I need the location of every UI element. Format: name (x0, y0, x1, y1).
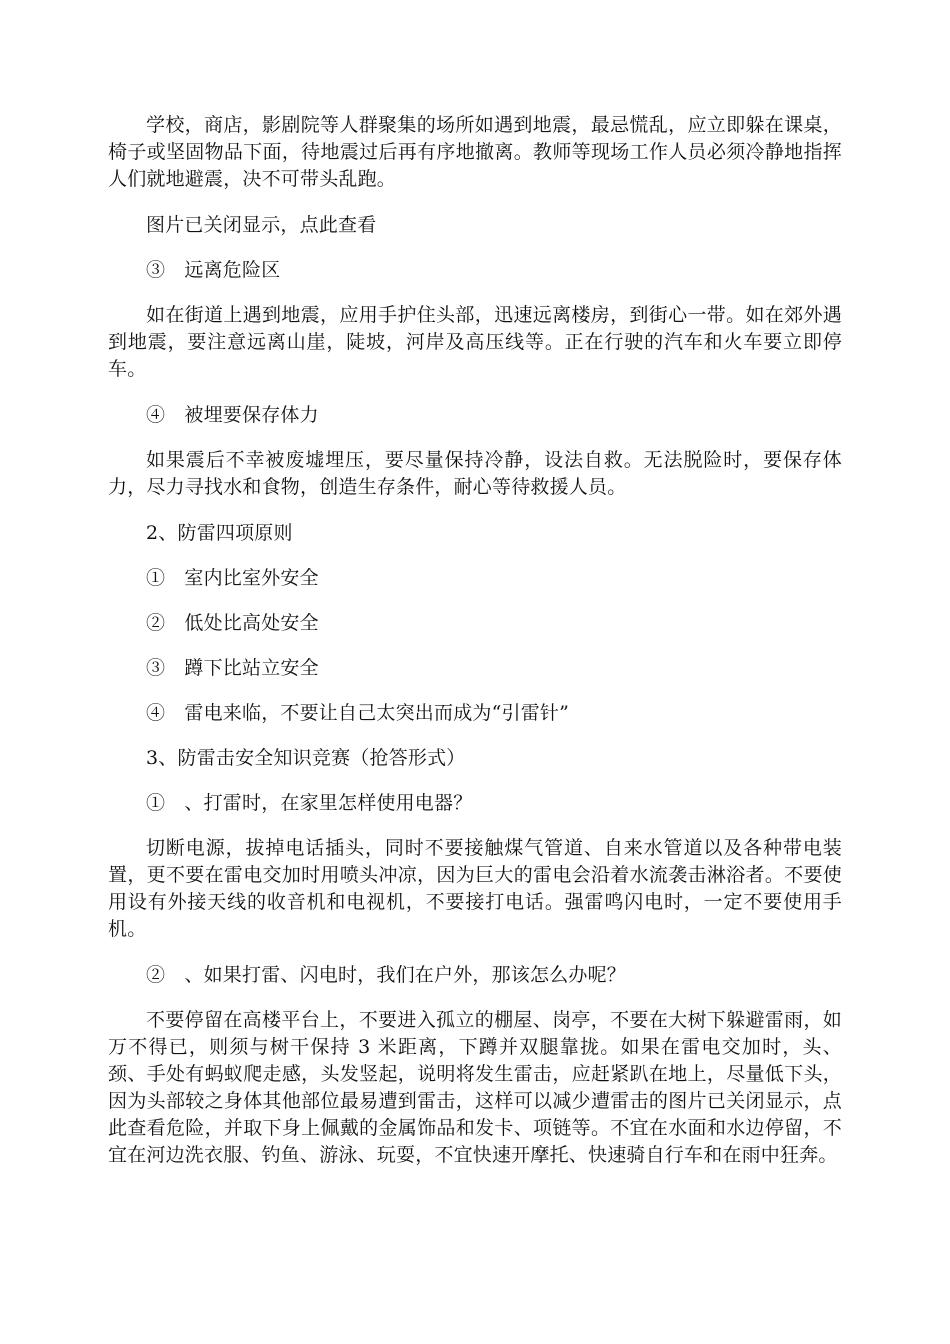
list-item-not-stand-out: ④ 雷电来临，不要让自己太突出而成为“引雷针” (146, 702, 570, 724)
list-item-indoor-safer: ① 室内比室外安全 (146, 567, 319, 589)
list-item-low-safer: ② 低处比高处安全 (146, 612, 319, 634)
heading-save-strength: ④ 被埋要保存体力 (146, 404, 319, 426)
quiz-answer-home-appliances: 切断电源，拔掉电话插头，同时不要接触煤气管道、自来水管道以及各种带电装置，更不要在雷电交加时用喷头冲凉，因为巨大的雷电会沿着水流袭击淋浴者。不要使用设有外接天线的收音机和电视机，不要接打电话。强雷鸣闪电时，一定不要使用手机。 (108, 837, 842, 940)
quiz-question-outdoors: ② 、如果打雷、闪电时，我们在户外，那该怎么办呢？ (146, 964, 627, 986)
quiz-question-home-appliances: ① 、打雷时，在家里怎样使用电器？ (146, 792, 473, 814)
paragraph-street-earthquake: 如在街道上遇到地震，应用手护住头部，迅速远离楼房，到街心一带。如在郊外遇到地震，要注意远离山崖，陡坡，河岸及高压线等。正在行驶的汽车和火车要立即停车。 (108, 304, 842, 380)
heading-away-from-danger: ③ 远离危险区 (146, 259, 281, 281)
paragraph-buried-rescue: 如果震后不幸被废墟埋压，要尽量保持冷静，设法自救。无法脱险时，要保存体力，尽力寻找水和食物，创造生存条件，耐心等待救援人员。 (108, 449, 842, 498)
heading-lightning-principles: 2、防雷四项原则 (146, 522, 293, 544)
document-page (108, 112, 842, 1169)
heading-lightning-quiz: 3、防雷击安全知识竞赛（抢答形式） (146, 747, 466, 769)
image-placeholder-text: 图片已关闭显示，点此查看 (146, 214, 377, 236)
paragraph-school-earthquake: 学校，商店，影剧院等人群聚集的场所如遇到地震，最忌慌乱，应立即躲在课桌，椅子或坚固物品下面，待地震过后再有序地撤离。教师等现场工作人员必须冷静地指挥人们就地避震，决不可带头乱跑。 (108, 114, 842, 190)
quiz-answer-outdoors: 不要停留在高楼平台上，不要进入孤立的棚屋、岗亭，不要在大树下躲避雷雨，如万不得已，则须与树干保持 3 米距离，下蹲并双腿靠拢。如果在雷电交加时，头、颈、手处有蚂蚁爬走感，头发竖起，说明将发生雷击，应赶紧趴在地上，尽量低下头，因为头部较之身体其他部位最易遭到雷击，这样可以减少遭雷击的图片已关闭显示，点此查看危险，并取下身上佩戴的金属饰品和发卡、项链等。不宜在水面和水边停留，不宜在河边洗衣服、钓鱼、游泳、玩耍，不宜快速开摩托、快速骑自行车和在雨中狂奔。 (108, 1009, 842, 1166)
list-item-squat-safer: ③ 蹲下比站立安全 (146, 657, 319, 679)
